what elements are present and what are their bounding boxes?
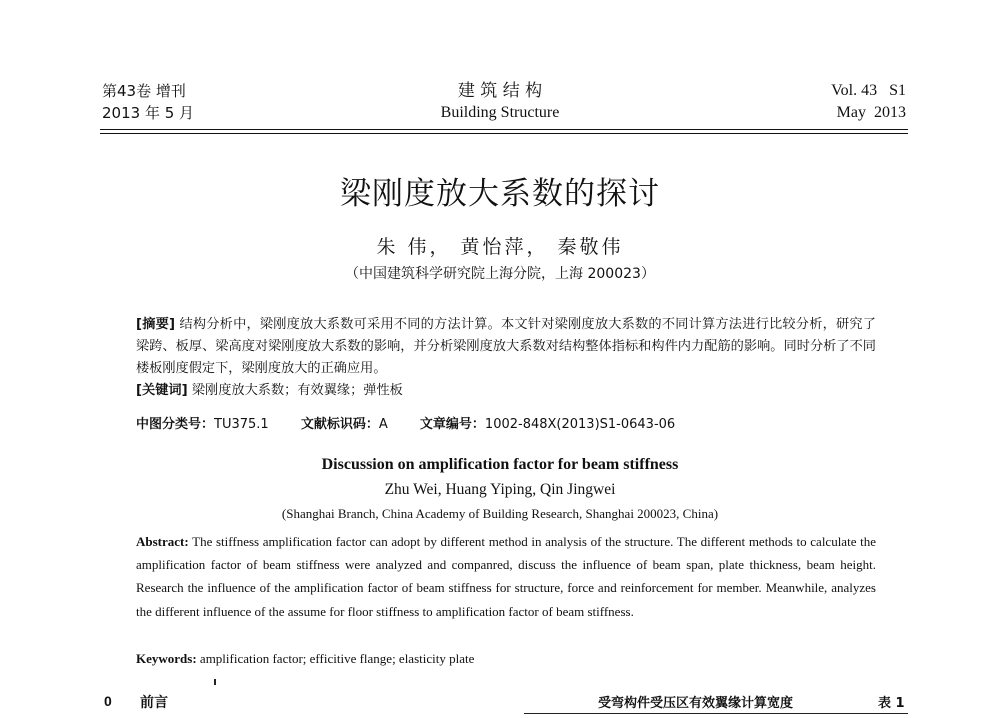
section-title: 前言 — [140, 695, 168, 711]
keywords-en — [136, 651, 474, 667]
abstract-cn-label: [摘要] — [136, 317, 176, 332]
authors-en: Zhu Wei, Huang Yiping, Qin Jingwei — [384, 481, 616, 498]
keywords-cn-text: 梁刚度放大系数；有效翼缘；弹性板 — [191, 383, 403, 398]
publication-date-cn: 2013 年 5 月 — [102, 104, 195, 122]
affiliation-en: (Shanghai Branch, China Academy of Building Research, Shanghai 200023, China) — [281, 506, 719, 521]
publication-date-en: May 2013 — [836, 104, 906, 121]
article-number-label: 文章编号： — [419, 417, 485, 432]
classification-row — [136, 413, 703, 432]
section-number: 0 — [104, 693, 112, 709]
table-top-rule — [524, 713, 908, 714]
volume-issue: 第43卷 增刊 — [102, 82, 186, 100]
abstract-cn-text: 结构分析中，梁刚度放大系数可采用不同的方法计算。本文针对梁刚度放大系数的不同计算方法进行比较分析，研究了梁跨、板厚、梁高度对梁刚度放大系数的影响，并分析梁刚度放大系数对结构整体指标和构件内力配筋的影响。同时分析了不同楼板刚度假定下，梁刚度放大的正确应用。 — [136, 317, 876, 376]
clc-label: 中图分类号： — [136, 417, 215, 432]
journal-name-cn: 建 筑 结 构 — [457, 81, 543, 101]
article-number-value: 1002-848X(2013)S1-0643-06 — [484, 417, 676, 432]
header-rule-top — [100, 129, 908, 130]
authors-cn: 朱 伟， 黄怡萍， 秦敬伟 — [376, 236, 624, 258]
table-number: 表 1 — [878, 696, 905, 711]
paper-title-cn: 梁刚度放大系数的探讨 — [340, 176, 660, 212]
paper-title-en: Discussion on amplification factor for beam stiffness — [321, 456, 679, 473]
clc-value: TU375.1 — [214, 417, 269, 432]
keywords-cn-label: [关键词] — [136, 383, 188, 398]
abstract-en-label: Abstract: — [136, 534, 189, 549]
doc-code-label: 文献标识码： — [300, 417, 379, 432]
header-rule-bottom — [100, 133, 908, 134]
abstract-en — [136, 530, 876, 623]
doc-code-value: A — [378, 417, 388, 432]
abstract-cn — [136, 314, 876, 402]
journal-name-en: Building Structure — [440, 104, 560, 121]
stray-mark — [214, 679, 216, 685]
abstract-en-text: The stiffness amplification factor can adopt by different method in analysis of the structure. The different methods to calculate the amplification factor of beam stiffness were analyzed and companred, discuss the influence of beam span, plate thickness, beam height. Research the influence of the amplification factor of beam stiffness for structure, force and reinforcement for member. Meanwhile, analyzes the different influence of the assume for floor stiffness to amplification factor of beam stiffness. — [136, 534, 876, 619]
volume-en: Vol. 43 S1 — [831, 82, 906, 99]
affiliation-cn: （中国建筑科学研究院上海分院，上海 200023） — [345, 266, 655, 282]
table-title: 受弯构件受压区有效翼缘计算宽度 — [598, 696, 794, 711]
keywords-en-text: amplification factor; efficitive flange; elasticity plate — [199, 651, 475, 666]
keywords-en-label: Keywords: — [136, 651, 197, 666]
